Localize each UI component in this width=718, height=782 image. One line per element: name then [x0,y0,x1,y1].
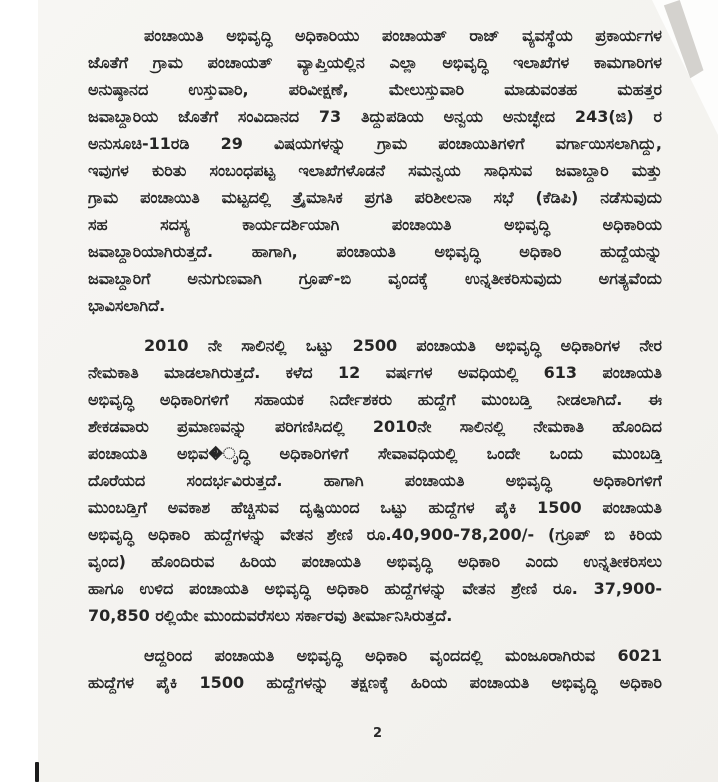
text-line: ದೊರೆಯದ ಸಂದರ್ಭವಿರುತ್ತದೆ. ಹಾಗಾಗಿ ಪಂಚಾಯತಿ ಅಭಿವೃದ್ಧಿ ಅಧಿಕಾರಿಗಳಿಗೆ [88,471,662,490]
page-number: 2 [372,726,384,741]
text-line: ಪಂಚಾಯತಿ ಅಭಿವ�ೃದ್ಧಿ ಅಧಿಕಾರಿಗಳಿಗೆ ಸೇವಾವಧಿಯಲ್ಲಿ ಒಂದೇ ಒಂದು ಮುಂಬಡ್ತಿ [88,444,662,463]
text-line: ವೃಂದ) ಹೊಂದಿರುವ ಹಿರಿಯ ಪಂಚಾಯತಿ ಅಭಿವೃದ್ಧಿ ಅಧಿಕಾರಿ ಎಂದು ಉನ್ನತೀಕರಿಸಲು [88,552,662,571]
text-line: ಭಾವಿಸಲಾಗಿದೆ. [88,296,166,315]
paragraph-2 [88,332,662,629]
text-line: ಹಾಗೂ ಉಳಿದ ಪಂಚಾಯತಿ ಅಭಿವೃದ್ಧಿ ಅಧಿಕಾರಿ ಹುದ್ದೆಗಳನ್ನು ವೇತನ ಶ್ರೇಣಿ ರೂ. 37,900- [88,579,662,598]
text-line: ನೇಮಕಾತಿ ಮಾಡಲಾಗಿರುತ್ತದೆ. ಕಳೆದ 12 ವರ್ಷಗಳ ಅವಧಿಯಲ್ಲಿ 613 ಪಂಚಾಯತಿ [88,363,662,382]
text-line: ಅನುಸೂಚಿ-11ರಡಿ 29 ವಿಷಯಗಳನ್ನು ಗ್ರಾಮ ಪಂಚಾಯಿತಿಗಳಿಗೆ ವರ್ಗಾಯಿಸಲಾಗಿದ್ದು, [88,134,662,153]
text-line: 2010 ನೇ ಸಾಲಿನಲ್ಲಿ ಒಟ್ಟು 2500 ಪಂಚಾಯತಿ ಅಭಿವೃದ್ಧಿ ಅಧಿಕಾರಿಗಳ ನೇರ [144,336,662,355]
text-line: ಶೇಕಡವಾರು ಪ್ರಮಾಣವನ್ನು ಪರಿಗಣಿಸಿದಲ್ಲಿ 2010ನೇ ಸಾಲಿನಲ್ಲಿ ನೇಮಕಾತಿ ಹೊಂದಿದ [88,417,662,436]
text-line: ಇವುಗಳ ಕುರಿತು ಸಂಬಂಧಪಟ್ಟ ಇಲಾಖೆಗಳೊಡನೆ ಸಮನ್ವಯ ಸಾಧಿಸುವ ಜವಾಬ್ದಾರಿ ಮತ್ತು [88,161,662,180]
text-column [88,22,662,709]
text-line: ಜವಾಬ್ದಾರಿಯ ಜೊತೆಗೆ ಸಂವಿದಾನದ 73 ತಿದ್ದುಪಡಿಯ ಅನ್ವಯ ಅನುಚ್ಛೇದ 243(ಜಿ) ರ [88,107,662,126]
text-line: ಪಂಚಾಯಿತಿ ಅಭಿವೃದ್ಧಿ ಅಧಿಕಾರಿಯು ಪಂಚಾಯತ್ ರಾಜ್ ವ್ಯವಸ್ಥೆಯ ಪ್ರಕಾರ್ಯಗಳ [144,26,662,45]
text-line: ಜವಾಬ್ದಾರಿಗೆ ಅನುಗುಣವಾಗಿ ಗ್ರೂಪ್-ಬಿ ವೃಂದಕ್ಕೆ ಉನ್ನತೀಕರಿಸುವುದು ಅಗತ್ಯವೆಂದು [88,269,662,288]
text-line: ಜವಾಬ್ದಾರಿಯಾಗಿರುತ್ತದೆ. ಹಾಗಾಗಿ, ಪಂಚಾಯತಿ ಅಭಿವೃದ್ಧಿ ಅಧಿಕಾರಿ ಹುದ್ದೆಯನ್ನು [88,242,662,261]
text-line: ಆದ್ದರಿಂದ ಪಂಚಾಯತಿ ಅಭಿವೃದ್ಧಿ ಅಧಿಕಾರಿ ವೃಂದದಲ್ಲಿ ಮಂಜೂರಾಗಿರುವ 6021 [144,646,662,665]
text-line: ಗ್ರಾಮ ಪಂಚಾಯಿತಿ ಮಟ್ಟದಲ್ಲಿ ತ್ರೈಮಾಸಿಕ ಪ್ರಗತಿ ಪರಿಶೀಲನಾ ಸಭೆ (ಕೆಡಿಪಿ) ನಡೆಸುವುದು [88,188,662,207]
text-line: ಜೊತೆಗೆ ಗ್ರಾಮ ಪಂಚಾಯತ್ ವ್ಯಾಪ್ತಿಯಲ್ಲಿನ ಎಲ್ಲಾ ಅಭಿವೃದ್ಧಿ ಇಲಾಖೆಗಳ ಕಾಮಗಾರಿಗಳ [88,53,662,72]
paragraph-3 [88,642,662,696]
text-line: ಅಭಿವೃದ್ಧಿ ಅಧಿಕಾರಿಗಳಿಗೆ ಸಹಾಯಕ ನಿರ್ದೇಶಕರು ಹುದ್ದೆಗೆ ಮುಂಬಡ್ತಿ ನೀಡಲಾಗಿದೆ. ಈ [88,390,662,409]
text-line: ಸಹ ಸದಸ್ಯ ಕಾರ್ಯದರ್ಶಿಯಾಗಿ ಪಂಚಾಯಿತಿ ಅಭಿವೃದ್ಧಿ ಅಧಿಕಾರಿಯ [88,215,662,234]
text-line: 70,850 ರಲ್ಲಿಯೇ ಮುಂದುವರೆಸಲು ಸರ್ಕಾರವು ತೀರ್ಮಾನಿಸಿರುತ್ತದೆ. [88,606,453,625]
paragraph-1 [88,22,662,319]
text-line: ಹುದ್ದೆಗಳ ಪೈಕಿ 1500 ಹುದ್ದೆಗಳನ್ನು ತಕ್ಷಣಕ್ಕೆ ಹಿರಿಯ ಪಂಚಾಯತಿ ಅಭಿವೃದ್ಧಿ ಅಧಿಕಾರಿ [88,673,662,692]
text-line: ಅನುಷ್ಠಾನದ ಉಸ್ತುವಾರಿ, ಪರಿವೀಕ್ಷಣೆ, ಮೇಲುಸ್ತುವಾರಿ ಮಾಡುವಂತಹ ಮಹತ್ತರ [88,80,662,99]
text-line: ಅಭಿವೃದ್ಧಿ ಅಧಿಕಾರಿ ಹುದ್ದೆಗಳನ್ನು ವೇತನ ಶ್ರೇಣಿ ರೂ.40,900-78,200/- (ಗ್ರೂಪ್ ಬಿ ಕಿರಿಯ [88,525,662,544]
scan-edge-artifact [35,762,39,782]
document-page [38,0,718,782]
text-line: ಮುಂಬಡ್ತಿಗೆ ಅವಕಾಶ ಹೆಚ್ಚಿಸುವ ದೃಷ್ಟಿಯಿಂದ ಒಟ್ಟು ಹುದ್ದೆಗಳ ಪೈಕಿ 1500 ಪಂಚಾಯತಿ [88,498,662,517]
